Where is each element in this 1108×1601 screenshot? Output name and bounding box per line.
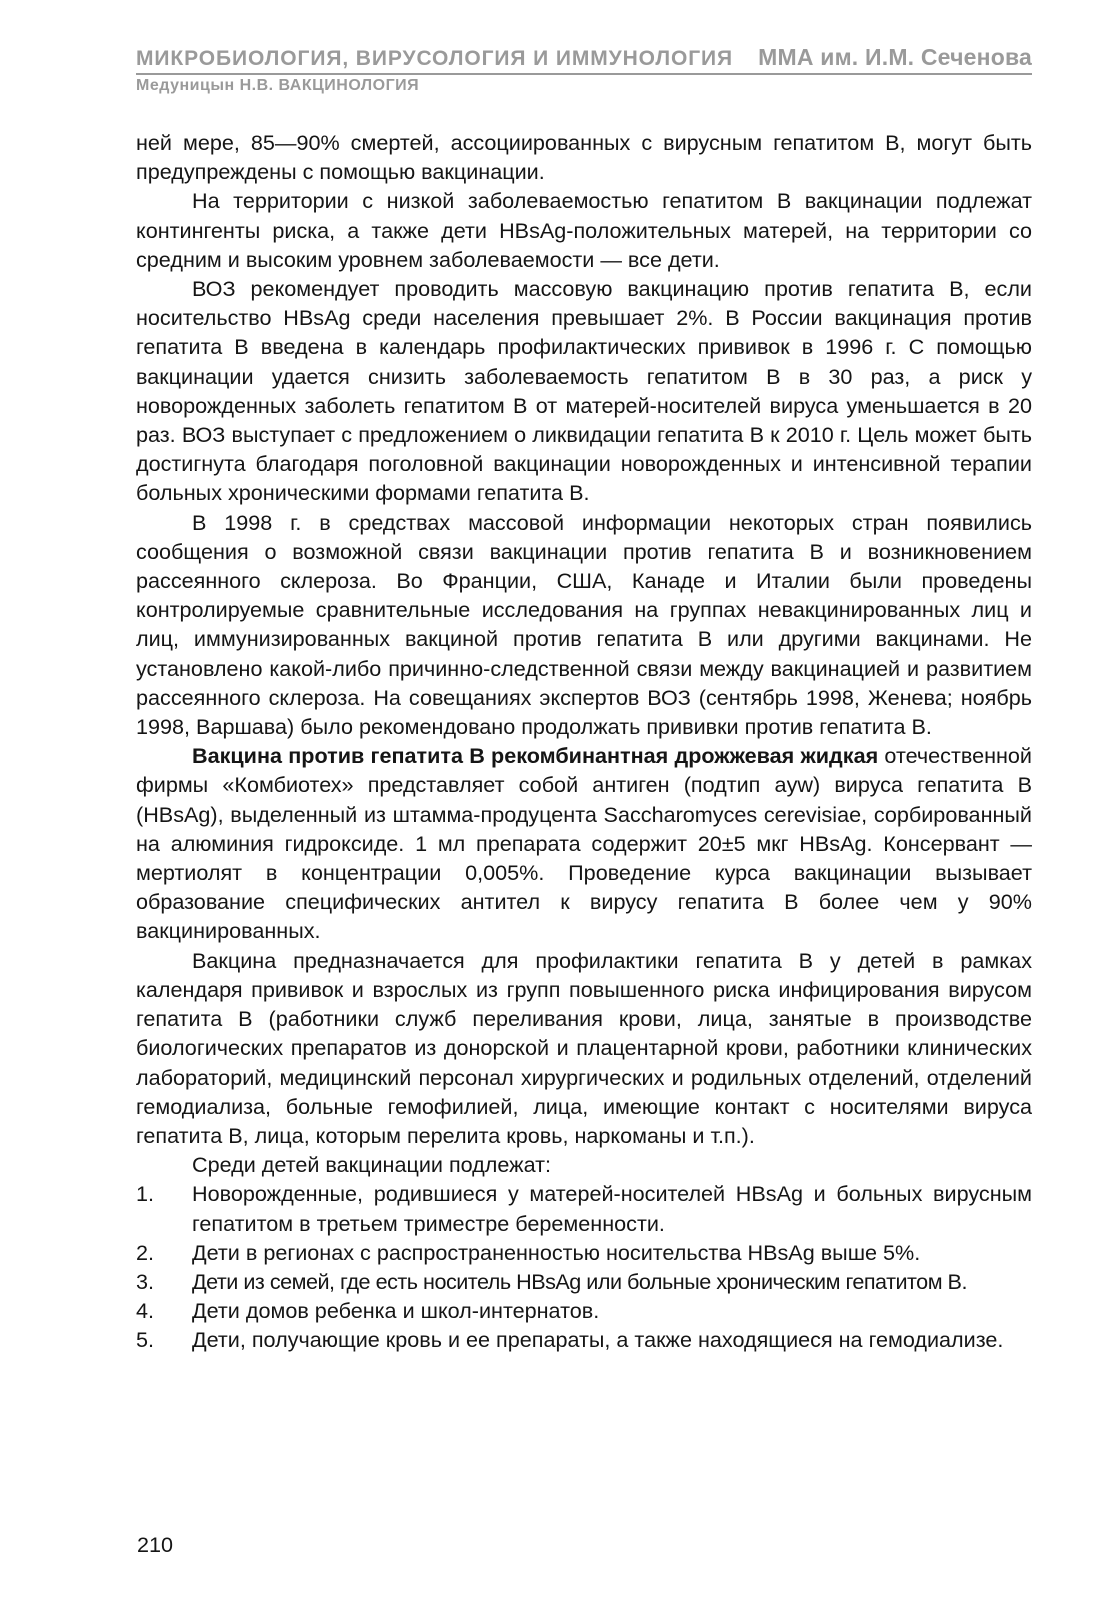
paragraph-continued: ней мере, 85—90% смертей, ассоциированных с вирусным гепатитом В, могут быть предупреждены с помощью вакцинации.	[136, 130, 1032, 185]
paragraph-vaccine-purpose: Вакцина предназначается для профилактики гепатита В у детей в рамках календаря прививок и взрослых из групп повышенного риска инфицирования вирусом гепатита В (работники служб переливания крови, лица, занятые в производстве биологических препаратов из донорской и плацентарной крови, работники клинических лабораторий, медицинский персонал хирургических и родильных отделений, отделений гемодиализа, больные гемофилией, лица, имеющие контакт с носителями вируса гепатита В, лица, которым перелита кровь, наркоманы и т.п.).	[136, 947, 1032, 1148]
header-author-title: Медуницын Н.В. ВАКЦИНОЛОГИЯ	[136, 77, 420, 94]
paragraph-list-intro: Среди детей вакцинации подлежат:	[192, 1152, 552, 1178]
header-institution: ММА им. И.М. Сеченова	[758, 44, 1032, 70]
paragraph-low-incidence: На территории с низкой заболеваемостью гепатитом В вакцинации подлежат контингенты риска, а также дети HBsAg-положительных матерей, на территории со средним и высоким уровнем заболеваемости — все дети.	[136, 188, 1032, 272]
list-item	[136, 1296, 1032, 1325]
header-top-row	[136, 44, 1032, 75]
header-book-series-title: МИКРОБИОЛОГИЯ, ВИРУСОЛОГИЯ И ИММУНОЛОГИЯ	[136, 47, 734, 70]
list-item	[136, 1238, 1032, 1267]
numbered-list	[136, 1179, 1032, 1354]
list-item-text: Дети в регионах с распространенностью носительства HBsAg выше 5%.	[192, 1239, 921, 1265]
list-item-number: 3.	[136, 1268, 155, 1294]
list-item-text: Дети, получающие кровь и ее препараты, а также находящиеся на гемодиализе.	[192, 1327, 1004, 1353]
page-body	[136, 128, 1032, 1355]
paragraph-1998-reports: В 1998 г. в средствах массовой информации некоторых стран появились сообщения о возможной связи вакцинации против гепатита В и возникновением рассеянного склероза. Во Франции, США, Канаде и Италии были проведены контролируемые сравнительные исследования на группах невакцинированных лиц и лиц, иммунизированных вакциной против гепатита В или другими вакцинами. Не установлено какой-либо причинно-следственной связи между вакцинацией и развитием рассеянного склероза. На совещаниях экспертов ВОЗ (сентябрь 1998, Женева; ноябрь 1998, Варшава) было рекомендовано продолжать прививки против гепатита В.	[136, 509, 1032, 740]
list-item	[136, 1325, 1032, 1354]
running-header	[136, 44, 1032, 95]
list-item-text: Дети из семей, где есть носитель HBsAg или больные хроническим гепатитом В.	[192, 1268, 967, 1294]
list-item	[136, 1179, 1032, 1237]
list-item-text: Новорожденные, родившиеся у матерей-носителей HBsAg и больных вирусным гепатитом в третьем триместре беременности.	[192, 1181, 1032, 1236]
list-item-number: 5.	[136, 1327, 155, 1353]
paragraph-vaccine-description	[136, 741, 1032, 945]
list-item-number: 1.	[136, 1181, 155, 1207]
list-item-number: 4.	[136, 1298, 155, 1324]
page-number: 210	[137, 1532, 174, 1557]
list-item-number: 2.	[136, 1239, 155, 1265]
list-item	[136, 1267, 1032, 1296]
list-item-text: Дети домов ребенка и школ-интернатов.	[192, 1298, 600, 1324]
vaccine-description-text: отечественной фирмы «Комбиотех» представляет собой антиген (подтип ayw) вируса гепатита В (HBsAg), выделенный из штамма-продуцента Saccharomyces cerevisiae, сорбированный на алюминия гидроксиде. 1 мл препарата содержит 20±5 мкг HBsAg. Консервант — мертиолят в концентрации 0,005%. Проведение курса вакцинации вызывает образование специфических антител к вирусу гепатита В более чем у 90% вакцинированных.	[136, 743, 1032, 944]
vaccine-name-bold: Вакцина против гепатита В рекомбинантная дрожжевая жидкая	[192, 743, 879, 769]
paragraph-who-recommendation: ВОЗ рекомендует проводить массовую вакцинацию против гепатита В, если носительство HBsAg среди населения превышает 2%. В России вакцинация против гепатита В введена в календарь профилактических прививок в 1996 г. С помощью вакцинации удается снизить заболеваемость гепатитом В в 30 раз, а риск у новорожденных заболеть гепатитом В от матерей-носителей вируса уменьшается в 20 раз. ВОЗ выступает с предложением о ликвидации гепатита В к 2010 г. Цель может быть достигнута благодаря поголовной вакцинации новорожденных и интенсивной терапии больных хроническими формами гепатита В.	[136, 276, 1032, 506]
